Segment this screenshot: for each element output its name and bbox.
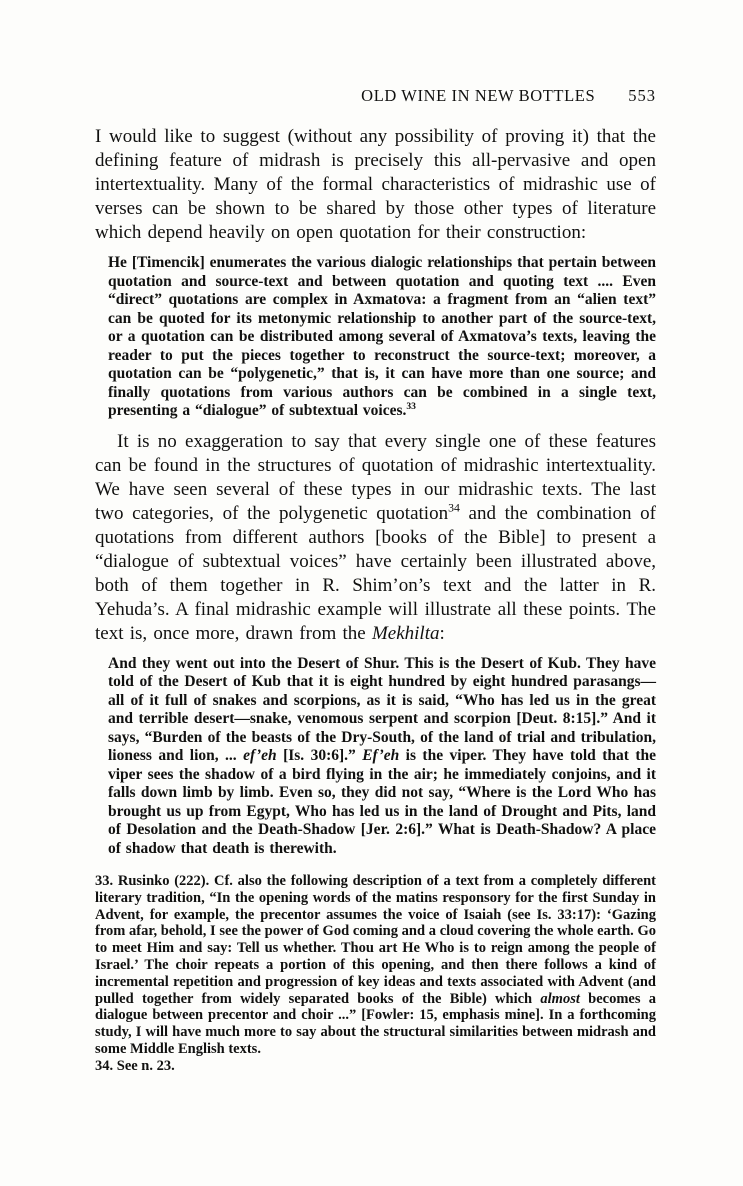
text-block — [95, 86, 656, 1075]
header-title: OLD WINE IN NEW BOTTLES — [361, 86, 596, 105]
italic-emphasis-almost: almost — [540, 990, 580, 1007]
footnote-34 — [95, 1058, 656, 1075]
text-run: : — [439, 622, 445, 644]
text-run: 33. Rusinko (222). Cf. also the following description of a text from a completely different literary tradition, “In the opening words of the matins responsory for the first Sunday in Advent, for example, the precentor assumes the voice of Isaiah (see Is. 33:17): ‘Gazing from afar, behold, I see the power of God coming and a cloud covering the whole earth. Go to meet Him and say: Tell us whether. Thou art He Who is to reign among the people of Israel.’ The choir repeats a portion of this opening, and then there follows a kind of incremental repetition and progression of key ideas and texts associated with Advent (and pulled together from widely separated books of the Bible) which — [95, 873, 656, 1007]
footnote-33 — [95, 873, 656, 1058]
text-run: becomes a dialogue between precentor and choir ...” [Fowler: 15, emphasis mine]. In a forthcoming study, I will have much more to say about the structural similarities between midrash and some Middle English texts. — [95, 990, 656, 1057]
italic-term-efeh: ef’eh — [243, 747, 277, 764]
blockquote-timencik — [108, 254, 656, 421]
text-run: and the combination of quotations from different authors [books of the Bible] to present a “dialogue of subtextual voices” have certainly been illustrated above, both of them together in R. Shim’on’s text and the latter in R. Yehuda’s. A final midrashic example will illustrate all these points. The text is, once more, drawn from the — [95, 502, 656, 644]
blockquote-mekhilta-desert — [108, 655, 656, 859]
running-header — [95, 86, 656, 106]
italic-title-mekhilta: Mekhilta — [371, 622, 440, 644]
italic-term-efeh-2: Ef’eh — [362, 747, 400, 764]
footnotes-section — [95, 873, 656, 1075]
body-paragraph-categories — [95, 430, 656, 646]
footnote-ref-33: 33 — [406, 400, 416, 412]
footnote-ref-34: 34 — [448, 501, 460, 515]
text-run: I would like to suggest (without any possibility of proving it) that the defining feature of midrash is precisely this all-pervasive and open intertextuality. Many of the formal characteristics of midrashic use of verses can be shown to be shared by those other types of literature which depend heavily on open quotation for their construction: — [95, 126, 656, 243]
page-number: 553 — [628, 86, 656, 105]
text-run: [Is. 30:6].” — [276, 747, 363, 764]
text-run: 34. See n. 23. — [95, 1057, 175, 1074]
text-run: It is no exaggeration to say that every single one of these features can be found in the structures of quotation of midrashic intertextuality. We have seen several of these types in our midrashic texts. The last two categories, of the polygenetic quotation — [95, 430, 656, 524]
text-run: And they went out into the Desert of Shur. This is the Desert of Kub. They have told of the Desert of Kub that it is eight hundred by eight hundred parasangs—all of it full of snakes and scorpions, as it is said, “Who has led us in the great and terrible desert—snake, venomous serpent and scorpion [Deut. 8:15].” And it says, “Burden of the beasts of the Dry-South, of the land of trial and tribulation, lioness and lion, ... — [108, 654, 656, 764]
text-run: is the viper. They have told that the viper sees the shadow of a bird flying in the air; he immediately conjoins, and it falls down limb by limb. Even so, they did not say, “Where is the Lord Who has brought us up from Egypt, Who has led us in the land of Drought and Pits, land of Desolation and the Death-Shadow [Jer. 2:6].” What is Death-Shadow? A place of shadow that death is therewith. — [108, 747, 656, 857]
body-paragraph-intertextuality — [95, 125, 656, 245]
text-run: He [Timencik] enumerates the various dialogic relationships that pertain between quotation and source-text and between quotation and quoting text .... Even “direct” quotations are complex in Axmatova: a fragment from an “alien text” can be quoted for its metonymic relationship to another part of the source-text, or a quotation can be distributed among several of Axmatova’s texts, leaving the reader to put the pieces together to reconstruct the source-text; moreover, a quotation can be “polygenetic,” that is, it can have more than one source; and finally quotations from various authors can be combined in a single text, presenting a “dialogue” of subtextual voices. — [108, 254, 656, 419]
